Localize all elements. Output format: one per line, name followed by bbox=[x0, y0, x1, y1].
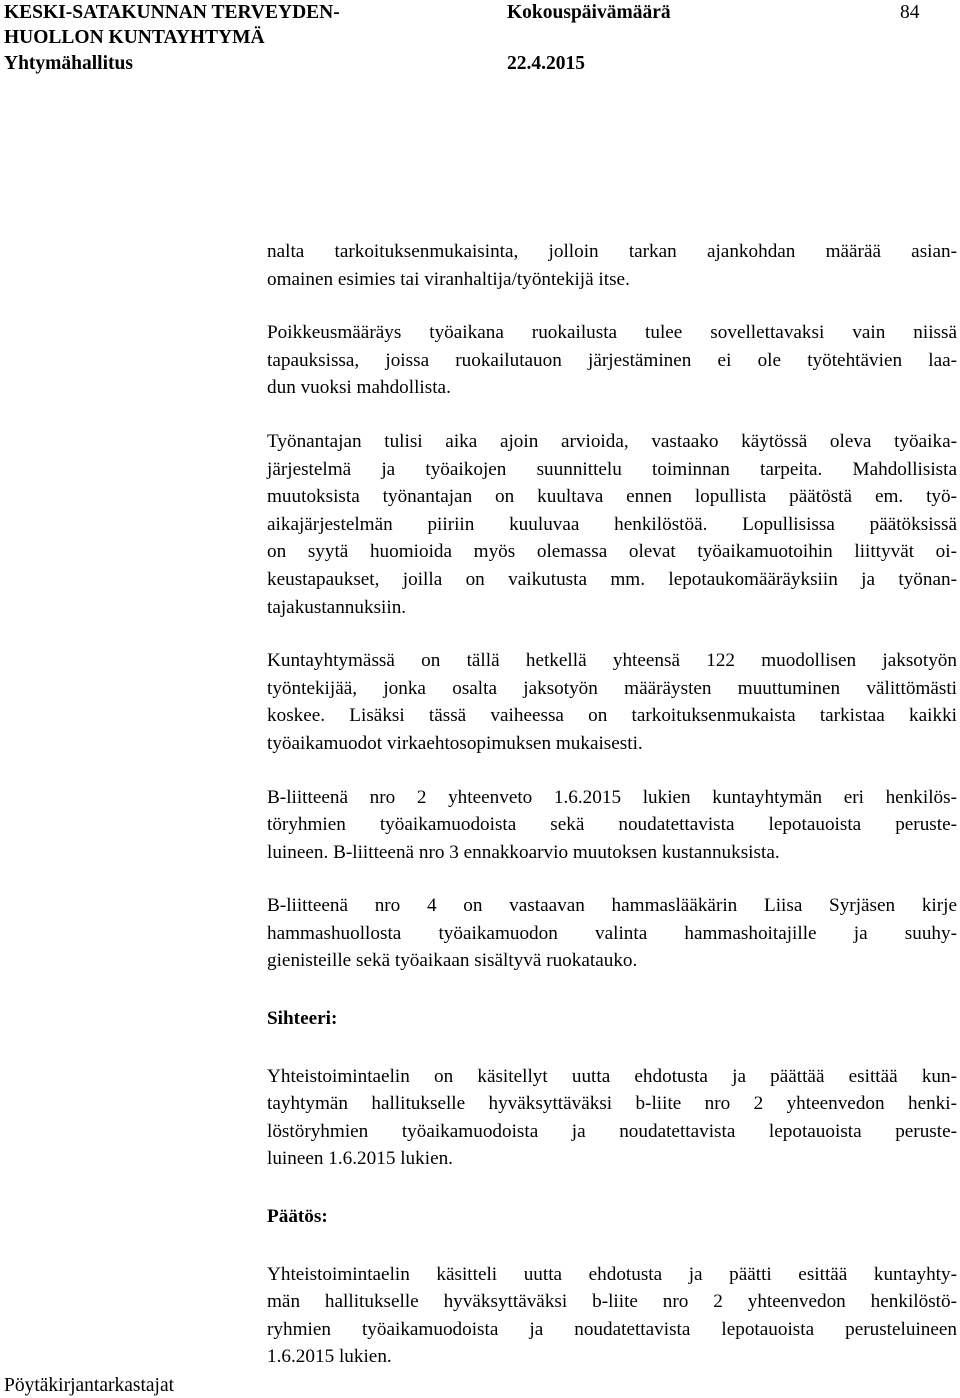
text-line: luineen 1.6.2015 lukien. bbox=[267, 1148, 453, 1170]
text-line: töryhmien työaikamuodoista sekä noudatettavista lepotauoista peruste- bbox=[267, 814, 957, 836]
page-number: 84 bbox=[900, 2, 920, 23]
text-line: järjestelmä ja työaikojen suunnittelu toiminnan tarpeita. Mahdollisista bbox=[267, 458, 957, 480]
text-line: 1.6.2015 lukien. bbox=[267, 1346, 392, 1368]
text-line: Työnantajan tulisi aika ajoin arvioida, vastaako käytössä oleva työaika- bbox=[267, 430, 957, 452]
meeting-date-value: 22.4.2015 bbox=[507, 53, 585, 74]
paragraph-3 bbox=[267, 428, 957, 621]
text-line: luineen. B-liitteenä nro 3 ennakkoarvio muutoksen kustannuksista. bbox=[267, 841, 780, 863]
text-line: tapauksissa, joissa ruokailutauon järjestäminen ei ole työtehtävien laa- bbox=[267, 349, 957, 371]
paragraph-1 bbox=[267, 238, 957, 293]
text-line: nalta tarkoituksenmukaisinta, jolloin tarkan ajankohdan määrää asian- bbox=[267, 241, 957, 262]
text-line: omainen esimies tai viranhaltija/työntekijä itse. bbox=[267, 268, 630, 290]
text-line: tayhtymän hallitukselle hyväksyttäväksi b-liite nro 2 yhteenvedon henki- bbox=[267, 1093, 957, 1115]
paragraph-4 bbox=[267, 647, 957, 757]
organization-name-line2: HUOLLON KUNTAYHTYMÄ bbox=[4, 27, 265, 48]
text-line: koskee. Lisäksi tässä vaiheessa on tarkoituksenmukaista tarkistaa kaikki bbox=[267, 705, 957, 727]
text-line: on syytä huomioida myös olemassa olevat työaikamuotoihin liittyvät oi- bbox=[267, 541, 957, 563]
text-line: män hallitukselle hyväksyttäväksi b-liite nro 2 yhteenvedon henkilöstö- bbox=[267, 1291, 957, 1313]
text-line: Yhteistoimintaelin on käsitellyt uutta ehdotusta ja päättää esittää kun- bbox=[267, 1065, 957, 1087]
decision-text bbox=[267, 1261, 957, 1371]
text-line: muutoksista työnantajan on kuultava ennen lopullista päätöstä em. työ- bbox=[267, 486, 957, 508]
minutes-body bbox=[267, 238, 957, 1371]
text-line: Poikkeusmääräys työaikana ruokailusta tulee sovellettavaksi vain niissä bbox=[267, 322, 957, 344]
minutes-checkers-label: Pöytäkirjantarkastajat bbox=[4, 1375, 175, 1396]
decision-heading: Päätös: bbox=[267, 1206, 328, 1228]
text-line: B-liitteenä nro 2 yhteenveto 1.6.2015 lukien kuntayhtymän eri henkilös- bbox=[267, 786, 957, 808]
board-name: Yhtymähallitus bbox=[4, 53, 133, 74]
document-header bbox=[4, 0, 956, 80]
paragraph-5 bbox=[267, 784, 957, 867]
organization-name-line1: KESKI-SATAKUNNAN TERVEYDEN- bbox=[4, 2, 340, 23]
text-line: gienisteille sekä työaikaan sisältyvä ruokatauko. bbox=[267, 950, 638, 972]
text-line: Kuntayhtymässä on tällä hetkellä yhteensä 122 muodollisen jaksotyön bbox=[267, 650, 957, 672]
text-line: B-liitteenä nro 4 on vastaavan hammaslääkärin Liisa Syrjäsen kirje bbox=[267, 895, 957, 917]
text-line: työntekijää, jonka osalta jaksotyön määräysten muuttuminen välittömästi bbox=[267, 677, 957, 699]
paragraph-2 bbox=[267, 319, 957, 402]
text-line: dun vuoksi mahdollista. bbox=[267, 377, 451, 399]
text-line: aikajärjestelmän piiriin kuuluvaa henkilöstöä. Lopullisissa päätöksissä bbox=[267, 513, 957, 535]
secretary-proposal bbox=[267, 1063, 957, 1173]
secretary-heading: Sihteeri: bbox=[267, 1008, 338, 1030]
text-line: löstöryhmien työaikamuodoista ja noudatettavista lepotauoista peruste- bbox=[267, 1120, 957, 1142]
text-line: Yhteistoimintaelin käsitteli uutta ehdotusta ja päätti esittää kuntayhty- bbox=[267, 1263, 957, 1285]
text-line: työaikamuodot virkaehtosopimuksen mukaisesti. bbox=[267, 732, 643, 754]
text-line: ryhmien työaikamuodoista ja noudatettavista lepotauoista perusteluineen bbox=[267, 1318, 957, 1340]
text-line: keustapaukset, joilla on vaikutusta mm. lepotaukomääräyksiin ja työnan- bbox=[267, 568, 957, 590]
paragraph-6 bbox=[267, 892, 957, 975]
meeting-date-label: Kokouspäivämäärä bbox=[507, 2, 671, 23]
text-line: tajakustannuksiin. bbox=[267, 596, 407, 618]
text-line: hammashuollosta työaikamuodon valinta hammashoitajille ja suuhy- bbox=[267, 922, 957, 944]
